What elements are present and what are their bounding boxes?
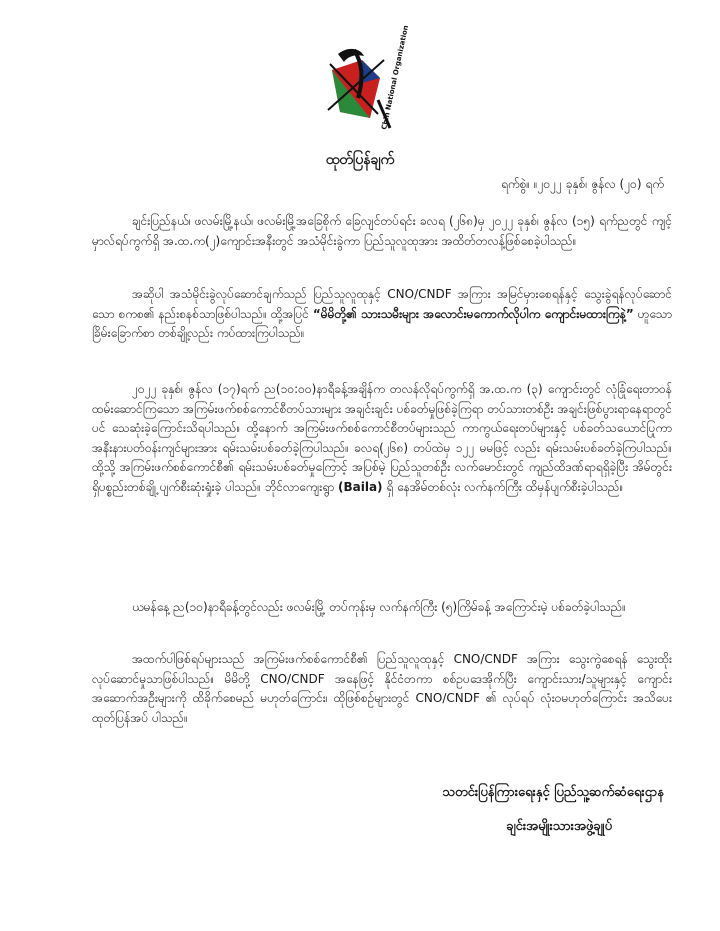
baila-name: (Baila) bbox=[338, 479, 383, 494]
paragraph-1: ချင်းပြည်နယ်၊ ဖလမ်းမြို့နယ်၊ ဖလမ်းမြို့အခြေစိုက် ခြေလျင်တပ်ရင်း ခလရ (၂၆၈)မှ ၂၀၂၂ ခုနှစ်၊ ဇွန်လ (၁၅) ရက်ညတွင် ကျင့်မှာလ်ရပ်ကွက်ရှိ အ.ထ.က(၂)ကျောင်းအနီးတွင် အသံမိုင်းခွဲကာ ပြည်သူလူထုအား အထိတ်တလန့်ဖြစ်စေခဲ့ပါသည်။ bbox=[92, 214, 672, 248]
chin-national-organization-logo bbox=[318, 24, 411, 138]
statement-date: ရက်စွဲ။ ။၂၀၂၂ ခုနှစ်၊ ဇွန်လ (၂၀) ရက် bbox=[501, 177, 664, 191]
paragraph-5: အထက်ပါဖြစ်ရပ်များသည် အကြမ်းဖက်စစ်ကောင်စီ၏ ပြည်သူလူထုနှင့် CNO/CNDF အကြား သွေးကွဲစေရန် သွေးထိုးလုပ်ဆောင်မှုသာဖြစ်ပါသည်။ မိမိတို့ CNO/CNDF အနေဖြင့် နိုင်ငံတကာ စစ်ဥပဒေအိုက်ပြီး ကျောင်းသား/သူများနှင့် ကျောင်းအဆောက်အဦးများကို ထိခိုက်စေမည် မဟုတ်ကြောင်း၊ ထိုဖြစ်စဉ်များတွင် CNO/CNDF ၏ လုပ်ရပ် လုံးဝမဟုတ်ကြောင်း အသိပေးထုတ်ပြန်အပ် ပါသည်။ bbox=[92, 652, 672, 725]
signature-organization: ချင်းအမျိုးသားအဖွဲ့ချုပ် bbox=[506, 819, 612, 834]
threat-quote: “မိမိတို့၏ သားသမီးများ အလောင်းမကောက်လိုပါက ကျောင်းမထားကြနဲ့” bbox=[312, 306, 634, 321]
paragraph-2 bbox=[92, 285, 672, 344]
logo-lettering: Chin National Organization bbox=[380, 24, 411, 131]
page-title: ထုတ်ပြန်ချက် bbox=[325, 152, 395, 168]
paragraph-2-tail: ဟူသော ခြိမ်းခြောက်စာ တစ်ချို့လည်း ကပ်ထားကြပါသည်။ bbox=[92, 306, 673, 340]
paragraph-4: ယမန်နေ့ ည(၁၀)နာရီခန့်တွင်လည်း ဖလမ်းမြို့ တပ်ကုန်းမှ လက်နက်ကြီး (၅)ကြိမ်ခန့် အကြောင်းမဲ့ ပစ်ခတ်ခဲ့ပါသည်။ bbox=[132, 600, 626, 614]
paragraph-3 bbox=[92, 380, 672, 497]
paragraph-3-tail: ရှိ နေအိမ်တစ်လုံး လက်နက်ကြီး ထိမှန်ပျက်စီးခဲ့ပါသည်။ bbox=[382, 479, 624, 494]
paragraph-3-text: ၂၀၂၂ ခုနှစ်၊ ဇွန်လ (၁၇)ရက် ည(၁၀:၀၀)နာရီခန့်အချိန်က တလန်လိုရပ်ကွက်ရှိ အ.ထ.က (၃) ကျောင်းတွင် လုံခြုံရေးတာဝန်ထမ်းဆောင်ကြသော အကြမ်းဖက်စစ်ကောင်စီတပ်သားများ အချင်းချင်း ပစ်ခတ်မှုဖြစ်ခဲ့ကြရာ တပ်သားတစ်ဦး အချင်းဖြစ်ပွားရာနေရာတွင်ပင် သေဆုံးခဲ့ကြောင်းသိရပါသည်။ ထို့နောက် အကြမ်းဖက်စစ်ကောင်စီတပ်များသည် ကာကွယ်ရေးတပ်များနှင့် ပစ်ခတ်သယောင်ပြုကာ အနီးနားပတ်ဝန်းကျင်များအား ရမ်းသမ်းပစ်ခတ်ခဲ့ကြပါသည်။ ခလရ(၂၆၈) တပ်ထဲမှ ၁၂၂ မမဖြင့် လည်း ရမ်းသမ်းပစ်ခတ်ခဲ့ကြပါသည်။ ထို့သို့ အကြမ်းဖက်စစ်ကောင်စီ၏ ရမ်းသမ်းပစ်ခတ်မှုကြောင့် အပြစ်မဲ့ ပြည်သူတစ်ဦး လက်မောင်းတွင် ကျည်ထိဒဏ်ရာရရှိခဲ့ပြီး အိမ်တွင်းရှိပစ္စည်းတစ်ချို့ ပျက်စီးဆုံးရှုံးခဲ့ ပါသည်။ ဘိုင်လာကျေးရွာ bbox=[92, 382, 672, 494]
paragraph-2-text: အဆိုပါ အသံမိုင်းခွဲလုပ်ဆောင်ချက်သည် ပြည်သူလူထုနှင့် CNO/CNDF အကြား အမြင်မှားစေရန်နှင့် သွေးခွဲရန်လုပ်ဆောင်သော စကစ၏ နည်းစနစ်သာဖြစ်ပါသည်။ ထို့အပြင် bbox=[92, 287, 672, 321]
signature-department: သတင်းပြန်ကြားရေးနှင့် ပြည်သူ့ဆက်ဆံရေးဌာန bbox=[442, 785, 664, 800]
